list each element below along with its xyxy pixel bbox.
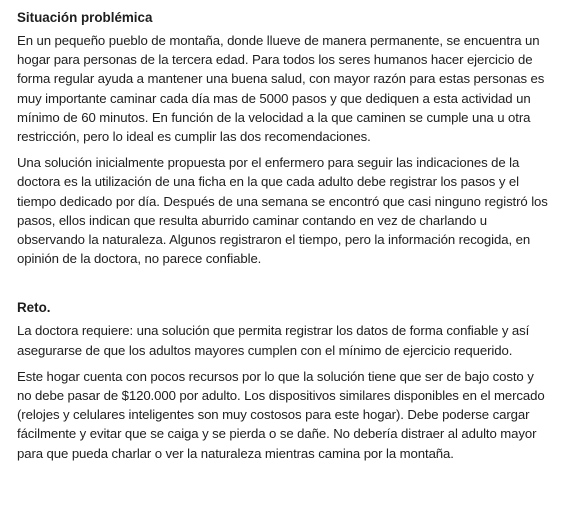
paragraph-reto-2: Este hogar cuenta con pocos recursos por lo que la solución tiene que ser de bajo costo y no debe pasar de $120.000 por adulto. Los dispositivos similares disponibles en el mercado (relojes y celulares inteligentes son muy costosos para este hogar). Debe poderse cargar fácilmente y evitar que se caiga y se pierda o se dañe. No debería distraer al adulto mayor para que pueda charlar o ver la naturaleza mientras camina por la montaña. — [17, 368, 545, 461]
section-situacion — [17, 8, 551, 268]
section-reto — [17, 298, 551, 462]
section-title-situacion: Situación problémica — [17, 10, 153, 25]
paragraph-reto-1: La doctora requiere: una solución que permita registrar los datos de forma confiable y así asegurarse de que los adultos mayores cumplen con el mínimo de ejercicio requerido. — [17, 323, 530, 358]
section-spacer — [17, 275, 551, 298]
paragraph-situacion-2: Una solución inicialmente propuesta por el enfermero para seguir las indicaciones de la doctora es la utilización de una ficha en la que cada adulto debe registrar los pasos y el tiempo dedicado por día. Después de una semana se encontró que casi ninguno registró los pasos, ellos indican que resulta aburrido caminar contando en vez de charlando u observando la naturaleza. Algunos registraron el tiempo, pero la información recogida, en opinión de la doctora, no parece confiable. — [17, 155, 548, 267]
paragraph-situacion-1: En un pequeño pueblo de montaña, donde llueve de manera permanente, se encuentra un hogar para personas de la tercera edad. Para todos los seres humanos hacer ejercicio de forma regular ayuda a mantener una buena salud, con mayor razón para estas personas es muy importante caminar cada día mas de 5000 pasos y que dediquen a esta actividad un mínimo de 60 minutos. En función de la velocidad a la que caminen se cumple una u otra restricción, pero lo ideal es cumplir las dos recomendaciones. — [17, 33, 545, 145]
section-title-reto: Reto. — [17, 300, 51, 316]
